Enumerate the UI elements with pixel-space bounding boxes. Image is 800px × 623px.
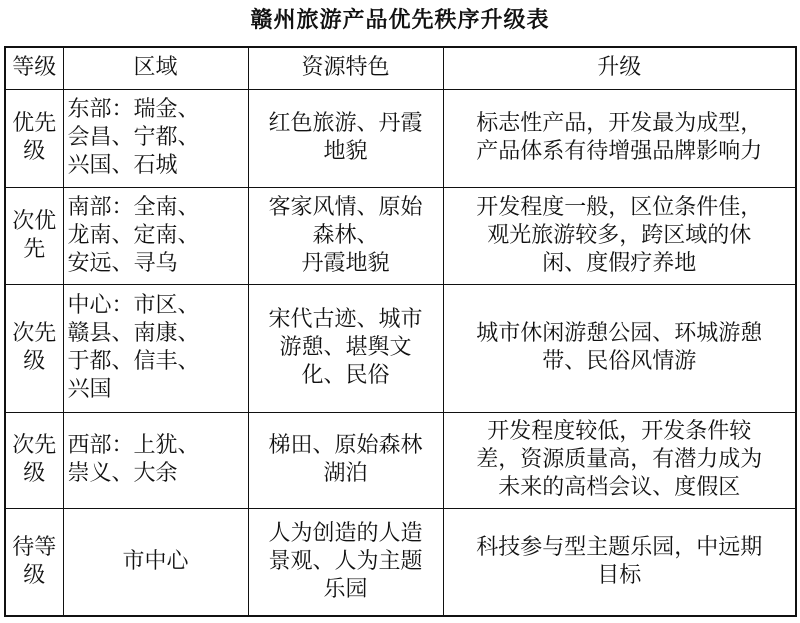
cell-line: 级 bbox=[23, 461, 46, 486]
upgrade-cell bbox=[443, 89, 796, 187]
cell-line: 先 bbox=[23, 236, 46, 262]
upgrade-table bbox=[4, 46, 797, 617]
level-cell bbox=[5, 187, 63, 284]
upgrade-cell bbox=[443, 284, 796, 412]
cell-line: 西部：上犹、 bbox=[67, 433, 200, 458]
cell-line: 游憩、堪舆文 bbox=[279, 335, 412, 360]
cell-line: 次优 bbox=[12, 208, 57, 234]
feature-cell bbox=[248, 508, 443, 616]
cell-line: 开发程度一般，区位条件佳， bbox=[476, 194, 763, 220]
region-cell bbox=[63, 187, 248, 284]
level-cell bbox=[5, 412, 63, 508]
feature-cell bbox=[248, 187, 443, 284]
region-cell bbox=[63, 89, 248, 187]
region-cell bbox=[63, 284, 248, 412]
feature-cell bbox=[248, 412, 443, 508]
cell-line: 于都、信丰、 bbox=[67, 349, 200, 374]
cell-line: 市中心 bbox=[122, 548, 189, 574]
header-upgrade: 升级 bbox=[443, 47, 796, 89]
cell-line: 级 bbox=[23, 349, 46, 374]
cell-line: 带、民俗风情游 bbox=[542, 349, 697, 374]
cell-line: 龙南、定南、 bbox=[67, 222, 200, 248]
cell-line: 观光旅游较多，跨区域的休 bbox=[487, 222, 752, 248]
level-cell bbox=[5, 284, 63, 412]
cell-line: 开发程度较低，开发条件较 bbox=[487, 419, 752, 444]
cell-line: 乐园 bbox=[323, 576, 368, 602]
cell-line: 地貌 bbox=[323, 139, 368, 164]
cell-line: 东部：瑞金、 bbox=[67, 97, 200, 122]
header-level: 等级 bbox=[5, 47, 63, 89]
cell-line: 景观、人为主题 bbox=[268, 548, 423, 574]
cell-line: 赣县、南康、 bbox=[67, 321, 200, 346]
cell-line: 产品体系有待增强品牌影响力 bbox=[476, 139, 763, 164]
cell-line: 南部：全南、 bbox=[67, 194, 200, 220]
table-row bbox=[5, 412, 796, 508]
cell-line: 科技参与型主题乐园，中远期 bbox=[476, 534, 763, 560]
region-cell bbox=[63, 412, 248, 508]
cell-line: 丹霞地貌 bbox=[301, 250, 390, 276]
feature-cell bbox=[248, 89, 443, 187]
cell-line: 兴国、石城 bbox=[67, 153, 178, 178]
cell-line: 级 bbox=[23, 139, 46, 164]
cell-line: 标志性产品，开发最为成型， bbox=[476, 111, 763, 136]
cell-line: 城市休闲游憩公园、环城游憩 bbox=[476, 321, 763, 346]
cell-line: 未来的高档会议、度假区 bbox=[498, 475, 741, 500]
cell-line: 待等 bbox=[12, 534, 57, 560]
cell-line: 目标 bbox=[597, 562, 642, 588]
cell-line: 次先 bbox=[12, 433, 57, 458]
cell-line: 兴国 bbox=[67, 377, 112, 402]
cell-line: 次先 bbox=[12, 321, 57, 346]
header-row bbox=[5, 47, 796, 89]
upgrade-cell bbox=[443, 508, 796, 616]
cell-line: 会昌、宁都、 bbox=[67, 125, 200, 150]
level-cell bbox=[5, 508, 63, 616]
upgrade-cell bbox=[443, 412, 796, 508]
table-title: 赣州旅游产品优先秩序升级表 bbox=[250, 8, 550, 33]
level-cell bbox=[5, 89, 63, 187]
cell-line: 安远、寻乌 bbox=[67, 250, 178, 276]
cell-line: 森林、 bbox=[312, 222, 379, 248]
cell-line: 客家风情、原始 bbox=[268, 194, 423, 220]
table-row bbox=[5, 508, 796, 616]
cell-line: 差，资源质量高，有潜力成为 bbox=[476, 447, 763, 472]
table-row bbox=[5, 187, 796, 284]
cell-line: 崇义、大余 bbox=[67, 461, 178, 486]
cell-line: 红色旅游、丹霞 bbox=[268, 111, 423, 136]
header-region: 区域 bbox=[63, 47, 248, 89]
cell-line: 人为创造的人造 bbox=[268, 520, 423, 546]
cell-line: 中心：市区、 bbox=[67, 293, 200, 318]
upgrade-cell bbox=[443, 187, 796, 284]
feature-cell bbox=[248, 284, 443, 412]
cell-line: 宋代古迹、城市 bbox=[268, 307, 423, 332]
region-cell bbox=[63, 508, 248, 616]
cell-line: 化、民俗 bbox=[301, 363, 390, 388]
table-row bbox=[5, 284, 796, 412]
cell-line: 级 bbox=[23, 562, 46, 588]
cell-line: 湖泊 bbox=[323, 461, 368, 486]
table-row bbox=[5, 89, 796, 187]
header-feature: 资源特色 bbox=[248, 47, 443, 89]
cell-line: 优先 bbox=[12, 111, 57, 136]
cell-line: 闲、度假疗养地 bbox=[542, 250, 697, 276]
cell-line: 梯田、原始森林 bbox=[268, 433, 423, 458]
